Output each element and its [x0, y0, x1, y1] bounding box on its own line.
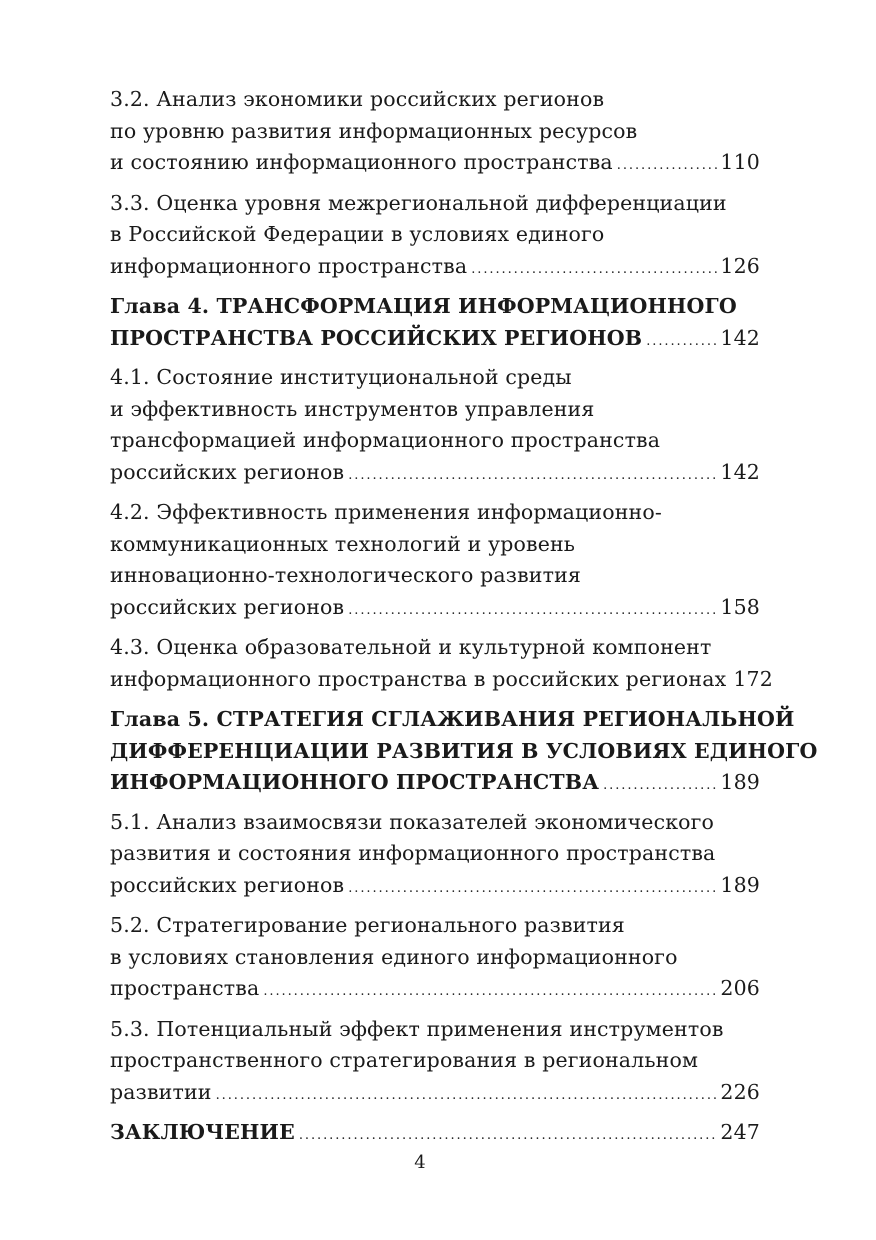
dot-leader — [348, 460, 717, 492]
toc-entry-line: 5.2. Стратегирование регионального развития — [110, 913, 625, 937]
toc-entry-title-end: развитии — [110, 1079, 212, 1104]
toc-entry-last-line — [110, 664, 773, 696]
toc-page-number: 158 — [720, 594, 760, 619]
toc-entry-line: ДИФФЕРЕНЦИАЦИИ РАЗВИТИЯ В УСЛОВИЯХ ЕДИНОГО — [110, 738, 818, 763]
dot-leader — [216, 1080, 718, 1112]
toc-entry-last-line — [110, 323, 760, 355]
toc-page-number: 189 — [720, 770, 760, 794]
toc-entry-line: в Российской Федерации в условиях единого — [110, 222, 605, 246]
toc-entry-last-line — [110, 1077, 760, 1109]
toc-page-number: 206 — [720, 976, 760, 1000]
toc-page-number: 126 — [720, 253, 760, 278]
toc-page-number: 142 — [720, 459, 760, 484]
dot-leader — [471, 254, 717, 286]
toc-entry-title-end: ПРОСТРАНСТВА РОССИЙСКИХ РЕГИОНОВ — [110, 325, 643, 350]
toc-entry-title-end: российских регионов — [110, 594, 345, 619]
toc-entry-line: коммуникационных технологий и уровень — [110, 531, 576, 556]
toc-entry-last-line — [110, 592, 760, 624]
dot-leader — [348, 595, 717, 627]
toc-entry-last-line — [110, 767, 760, 799]
toc-chapter-entry — [110, 291, 760, 354]
toc-entry-line: инновационно-технологического развития — [110, 563, 581, 587]
toc-page-number: 189 — [720, 872, 760, 897]
toc-section-entry — [110, 362, 760, 488]
toc-section-entry — [110, 497, 760, 623]
toc-page-number: 142 — [720, 325, 760, 350]
dot-leader — [617, 150, 718, 182]
toc-section-entry — [110, 84, 760, 179]
toc-page-number: 226 — [720, 1079, 760, 1104]
toc-section-entry — [110, 807, 760, 902]
table-of-contents — [110, 84, 818, 1157]
toc-entry-line: 4.1. Состояние институциональной среды — [110, 365, 572, 389]
toc-entry-last-line — [110, 973, 760, 1005]
page-number: 4 — [414, 1152, 426, 1173]
toc-entry-title-end: и состоянию информационного пространства — [110, 150, 613, 174]
dot-leader — [263, 976, 717, 1008]
toc-entry-last-line — [110, 251, 760, 283]
toc-entry-last-line — [110, 457, 760, 489]
toc-entry-title-end: информационного пространства — [110, 253, 468, 278]
dot-leader — [646, 326, 717, 358]
toc-entry-last-line — [110, 147, 760, 179]
toc-page-number: 172 — [733, 666, 773, 691]
toc-entry-line: пространственного стратегирования в региональном — [110, 1048, 699, 1072]
toc-entry-line: 5.3. Потенциальный эффект применения инструментов — [110, 1016, 724, 1041]
toc-section-entry — [110, 188, 760, 283]
toc-section-entry — [110, 1014, 760, 1109]
toc-entry-line: в условиях становления единого информационного — [110, 944, 678, 969]
toc-entry-line: развития и состояния информационного пространства — [110, 841, 716, 865]
toc-entry-title-end: российских регионов — [110, 872, 345, 897]
toc-entry-line: Глава 5. СТРАТЕГИЯ СГЛАЖИВАНИЯ РЕГИОНАЛЬНОЙ — [110, 707, 795, 731]
dot-leader — [603, 770, 717, 802]
toc-entry-line: и эффективность инструментов управления — [110, 396, 595, 421]
toc-entry-title-end: информационного пространства в российских регионах — [110, 666, 727, 691]
toc-entry-line: трансформацией информационного пространства — [110, 428, 661, 452]
toc-section-entry — [110, 632, 773, 695]
toc-entry-title-end: пространства — [110, 976, 260, 1000]
toc-entry-title-end: российских регионов — [110, 459, 345, 484]
toc-page-number: 247 — [720, 1120, 760, 1144]
toc-entry-last-line — [110, 1117, 760, 1149]
dot-leader — [299, 1120, 718, 1152]
toc-entry-line: 3.2. Анализ экономики российских регионов — [110, 87, 605, 111]
toc-entry-line: 5.1. Анализ взаимосвязи показателей экономического — [110, 809, 715, 834]
toc-entry-title-end: ИНФОРМАЦИОННОГО ПРОСТРАНСТВА — [110, 770, 600, 794]
toc-entry-line: 4.2. Эффективность применения информационно- — [110, 500, 662, 524]
dot-leader — [348, 873, 717, 905]
toc-chapter-entry — [110, 1117, 760, 1149]
toc-entry-title-end: ЗАКЛЮЧЕНИЕ — [110, 1120, 295, 1144]
toc-section-entry — [110, 910, 760, 1005]
toc-entry-line: по уровню развития информационных ресурсов — [110, 118, 638, 143]
toc-page-number: 110 — [720, 150, 760, 174]
toc-entry-last-line — [110, 870, 760, 902]
toc-entry-line: 4.3. Оценка образовательной и культурной компонент — [110, 635, 712, 659]
toc-entry-line: 3.3. Оценка уровня межрегиональной дифференциации — [110, 190, 727, 215]
toc-chapter-entry — [110, 704, 818, 799]
toc-entry-line: Глава 4. ТРАНСФОРМАЦИЯ ИНФОРМАЦИОННОГО — [110, 294, 737, 318]
